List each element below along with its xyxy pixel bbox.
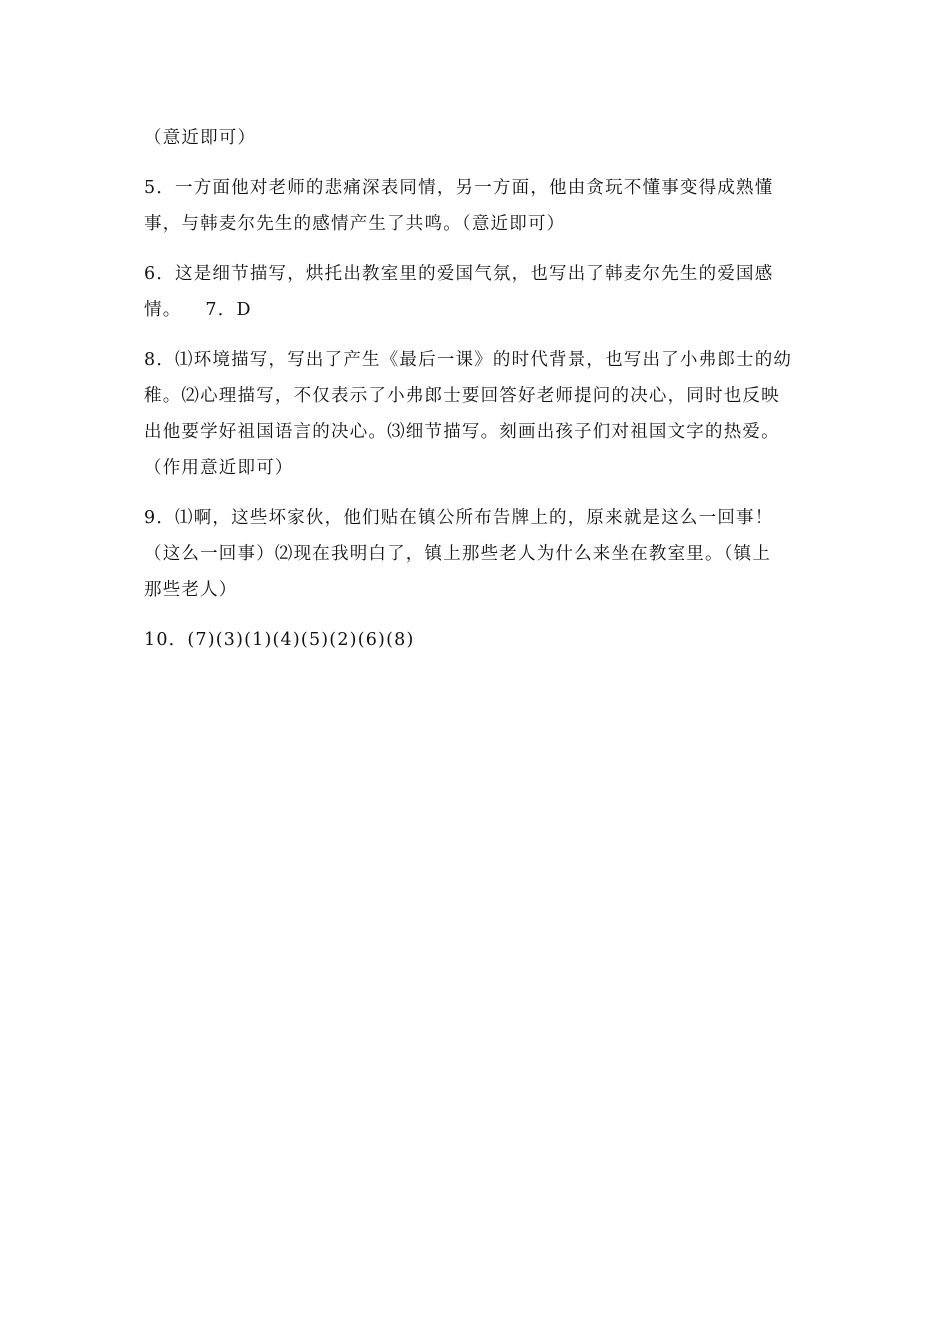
text-line: （作用意近即可）: [144, 458, 294, 478]
text-line: （意近即可）: [144, 128, 257, 148]
answer-8: [144, 342, 814, 486]
text-line: 9．⑴啊，这些坏家伙，他们贴在镇公所布告牌上的，原来就是这么一回事！: [144, 508, 774, 528]
text-line: 8．⑴环境描写，写出了产生《最后一课》的时代背景，也写出了小弗郎士的幼: [144, 350, 793, 370]
text-line: 那些老人）: [144, 580, 238, 600]
text-line: 5．一方面他对老师的悲痛深表同情，另一方面，他由贪玩不懂事变得成熟懂: [144, 178, 774, 198]
text-line: [144, 292, 814, 328]
answer-7: 7．D: [205, 300, 252, 320]
answer-6-7: [144, 256, 814, 328]
text-line: 10．(7)(3)(1)(4)(5)(2)(6)(8): [144, 630, 415, 650]
answer-4-tail: [144, 120, 814, 156]
text-line: 事，与韩麦尔先生的感情产生了共鸣。（意近即可）: [144, 214, 566, 234]
answer-10: [144, 622, 814, 658]
text-line: 6．这是细节描写，烘托出教室里的爱国气氛，也写出了韩麦尔先生的爱国感: [144, 264, 774, 284]
answer-9: [144, 500, 814, 608]
answer-content: [144, 120, 814, 672]
text-line: 出他要学好祖国语言的决心。⑶细节描写。刻画出孩子们对祖国文字的热爱。: [144, 422, 780, 442]
text-line: 稚。⑵心理描写，不仅表示了小弗郎士要回答好老师提问的决心，同时也反映: [144, 386, 780, 406]
text-line: （这么一回事）⑵现在我明白了，镇上那些老人为什么来坐在教室里。（镇上: [144, 544, 772, 564]
answer-5: [144, 170, 814, 242]
answer-6-end: 情。: [144, 300, 182, 320]
